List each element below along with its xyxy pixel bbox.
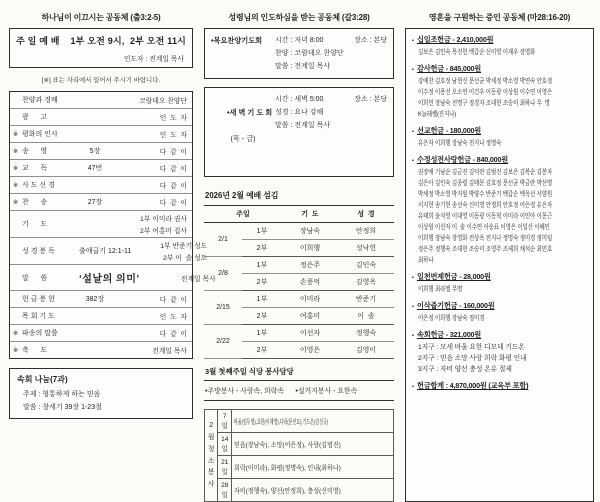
serving-row: 2부 여홍미 이 솔 [204,308,394,325]
cleaning-row: 28일 자비(정행숙), 양선(안정희), 충성(신미영) [205,479,394,502]
sermon-title: ‘설날의 의미’ [79,274,140,285]
offerings-box [405,28,594,502]
order-row: 찬양과 경배 코람데오 찬양단 [10,92,192,109]
bullet-icon: ▪ [412,275,414,281]
bullet-icon: ▪ [412,38,414,44]
column1-title: 하나님이 이끄시는 공동체 (출3:2-5) [41,13,161,22]
order-row: ※ 파송의 말씀 다 같 이 [10,325,192,342]
service-leader: 인도자 : 전계일 목사 [123,56,184,63]
meetings-column [204,12,394,502]
cleaning-row: 21일 희락(이미라), 화평(정명숙), 인내(최하나) [205,456,394,479]
order-row: ※ 송 영 5장 다 같 이 [10,143,192,160]
mission-names: 유은자 이희행 장남숙 전지나 정명숙 [418,140,502,147]
bullet-icon: ▪ [412,333,414,339]
sanctuary-love-names: 김은아 김인숙 김종렬 김태문 김호정 문선균 박금란 박선명 [418,180,553,187]
cell-offering-heading: ▪ 속회헌금 - 321,000원 [412,330,587,342]
bullet-icon: ▪ [412,304,414,310]
order-row-sermon: 말 씀 ‘설날의 의미’ 전계일 목사 [10,265,192,291]
order-row: ※ 축 도 전계일 목사 [13,346,187,355]
serving-row: 2부 이희행 성낙헌 [204,240,394,257]
thursday-praise-meeting-box: •목요찬양기도회 시간 : 저녁 8:00 장소 : 본당 찬양 : 코람데오 찬양단 말씀 : 전계일 목사 [204,28,394,79]
order-row-prayer: 기 도 1부 이미라 권사 2부 여홍미 집사 [10,211,192,238]
order-row: ※ 교 독 47번 다 같 이 [10,160,192,177]
cell-offering-district: 3지구 : 자비 양선 충성 온유 절제 [418,366,512,373]
order-row: ※ 사 도 신 경 다 같 이 [10,177,192,194]
thanks-names: 이수정 이용선 오소연 이건우 이동광 이상원 이수연 이영은 [418,89,553,96]
thousand-offering-heading: ▪ 일천번제헌금 - 28,000원 [412,272,587,284]
sanctuary-love-names: 권장애 기남순 김금진 김덕란 김범진 김보은 김복순 김봉자 [418,169,553,176]
serving-row: 2부 이영은 김영이 [204,342,394,359]
serving-row: 2/15 1부 이미라 반준기 [204,291,394,308]
serving-row: 2/1 1부 장남숙 안정희 [204,223,394,240]
tithe-heading: ▪ 십일조헌금 - 2,410,000원 [412,35,587,47]
order-row: ※ 찬 송 27장 다 같 이 [10,194,192,211]
thanks-names: K늘래쎌(진지나) [418,111,457,118]
thanks-heading: ▪ 감사헌금 - 845,000원 [412,64,587,76]
tithe-names: 김보은 김민숙 목진헌 백갑순 신미영 이재우 장영화 [418,49,536,56]
serving-row: 2/22 1부 이선자 정행숙 [204,325,394,342]
sanctuary-love-names: 정은주 정행숙 조대현 조승미 조영주 조제희 채석순 최민호 [418,246,553,253]
worship-column [9,12,216,502]
sanctuary-love-names: 유태희 윤석영 이대영 이동광 이동혁 이미라 이민아 이몽근 [418,213,553,220]
gleaning-offering-heading: ▪ 이삭줍기헌금 - 160,000원 [412,301,587,313]
offering-total: ▪ 헌금합계 : 4,870,000원 (교육부 포함) [412,381,587,393]
feb-serving-table: 주일 기 도 성 경 2/1 1부 장남숙 안정희 2부 이희행 성낙헌 2/8 1부 정은주 김인숙 2부 손풍억 김영옥 2/15 1부 이미라 반준기 2부 여홍미 이 솔 2/22 1부 이선자 정행숙 2부 이영은 김영이 [204,205,394,359]
cleaning-row: 14일 믿음(장남숙), 소망(어은정), 사랑(김범진) [205,433,394,456]
order-row: 목 회 기 도 인 도 자 [10,308,192,325]
march-duty-section: 3월 첫째주일 식당 봉사담당 •주방봉사 - 사랑속, 희락속 •설거지봉사 - 요한속 [204,364,394,401]
order-row-scripture: 성 경 봉 독 출애굽기 12:1-11 1부 반준기 성도 2부 이 솔 성도 [10,238,192,265]
sanctuary-love-names: 이상원 이선자 이 솔 이수연 이승표 이영은 이일산 이혜인 [418,224,550,231]
order-row: ※ 평화의 인사 인 도 자 [10,126,192,143]
sanctuary-love-heading: ▪ 수정성전사랑헌금 - 840,000원 [412,155,587,167]
cell-offering-district: 1지구 : 모세 바울 요한 디모데 기드온 [418,344,525,351]
feb-serving-heading: 2026년 2월 예배 섬김 [205,191,279,200]
sanctuary-love-names: 이희행 장남숙 장영화 전상옥 전지나 정명숙 정미경 정미임 [418,235,553,242]
serving-row: 2/8 1부 정은주 김인숙 [204,257,394,274]
column2-title: 성령님의 인도하심을 받는 공동체 (갈3:28) [228,13,370,22]
service-times: 주 일 예 배 1부 오전 9시, 2부 오전 11시 [16,36,187,46]
feb-serving-section [204,188,394,359]
thanks-names: 강예찬 김호정 남현신 문선균 박세정 박소영 박연숙 안호정 [418,78,553,85]
serving-row: 2부 손풍억 김영옥 [204,274,394,291]
sanctuary-love-names: 서지현 송기현 송선숙 신미영 안정희 안호정 어은정 유은자 [418,202,553,209]
gleaning-offering-names: 어은정 이희행 장남숙 정미경 [418,315,485,322]
cleaning-row: 2월 청소 봉사 7일 바울(임두영),요한(이재영),다락(문선묘),기드온(강성규) [205,410,394,433]
thanks-names: 이희민 장남숙 전명구 정경자 조대현 조승미 최하나 무 명 [418,100,550,107]
bullet-icon: ▪ [412,158,414,164]
sanctuary-love-names: 최하나 [418,257,434,264]
bullet-icon: ▪ [412,67,414,73]
thousand-offering-names: 이희행 최라엘 무명 [418,286,463,293]
order-of-worship-table [9,91,216,359]
mission-heading: ▪ 선교헌금 - 180,000원 [412,126,587,138]
cell-offering-district: 2지구 : 믿음 소망 사랑 희락 화평 인내 [418,355,527,362]
cell-group-study-box: 속회 나눔(7과) 주제 : 형통하게 하는 믿음 말씀 : 창세기 39장 1-23절 [9,368,193,419]
dawn-prayer-meeting-box: •새 벽 기 도 회 (목 - 금) 시간 : 새벽 5:00 장소 : 본당 성경 : 요나 강해 말씀 : 전계일 목사 [204,87,394,177]
column3-title: 영혼을 구원하는 증인 공동체 (마28:16-20) [428,13,571,22]
stand-note: [※] 표는 자리에서 일어서 주시기 바랍니다. [41,77,161,84]
feb-cleaning-table [204,409,394,502]
order-row: 광 고 인 도 자 [10,109,192,126]
offerings-column [405,12,594,502]
sanctuary-love-names: 박세정 박소영 박지원 박양수 반준기 백갑순 백옥선 서양원 [418,191,553,198]
bullet-icon: ▪ [412,129,414,135]
bullet-icon: ▪ [412,384,414,390]
order-row: 헌 금 봉 헌 382장 다 같 이 [10,291,192,308]
sunday-service-box [9,28,193,68]
